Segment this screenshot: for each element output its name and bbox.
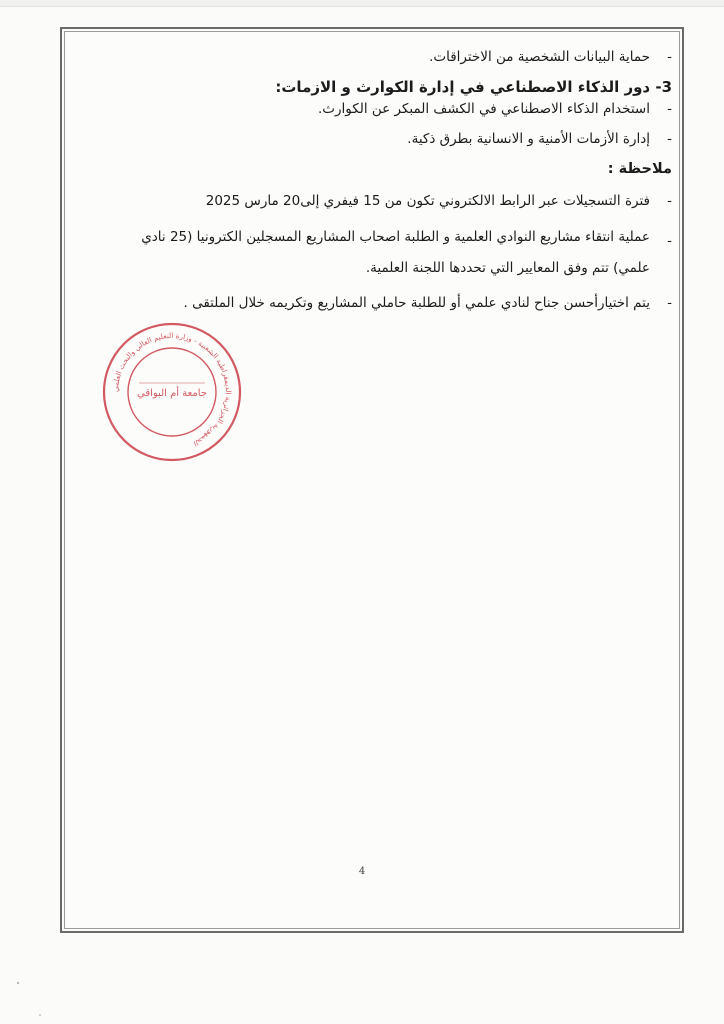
item-text: يتم اختيارأحسن جناح لنادي علمي أو للطلبة حاملي المشاريع وتكريمه خلال الملتقى . xyxy=(183,295,650,311)
bullet-dash: - xyxy=(667,295,672,311)
stamp-center-text: جامعة أم البواقي xyxy=(137,388,207,399)
bullet-dash: - xyxy=(667,101,672,117)
bullet-dash: - xyxy=(667,131,672,147)
stamp-ring-text: الجمهورية الجزائرية الديمقراطية الشعبية - وزارة التعليم العالي والبحث العلمي xyxy=(110,330,234,449)
bullet-dash: - xyxy=(667,193,672,209)
page-number: 4 xyxy=(358,866,366,877)
item-text: استخدام الذكاء الاصطناعي في الكشف المبكر عن الكوارث. xyxy=(318,101,650,117)
item-text: إدارة الأزمات الأمنية و الانسانية بطرق ذكية. xyxy=(407,131,650,147)
bullet-dash: - xyxy=(667,233,672,249)
bullet-dash: - xyxy=(667,49,672,65)
note-heading: ملاحظة : xyxy=(607,161,672,177)
item-text: فترة التسجيلات عبر الرابط الالكتروني تكون من 15 فيفري إلى20 مارس 2025 xyxy=(205,193,650,209)
section-heading: 3- دور الذكاء الاصطناعي في إدارة الكوارث و الازمات: xyxy=(275,78,672,96)
item-text: حماية البيانات الشخصية من الاختراقات. xyxy=(429,49,650,65)
item-text: عملية انتقاء مشاريع النوادي العلمية و الطلبة اصحاب المشاريع المسجلين الكترونيا (25 نادي علمي) تتم وفق المعايير التي تحددها اللجنة العلمية. xyxy=(141,229,650,276)
